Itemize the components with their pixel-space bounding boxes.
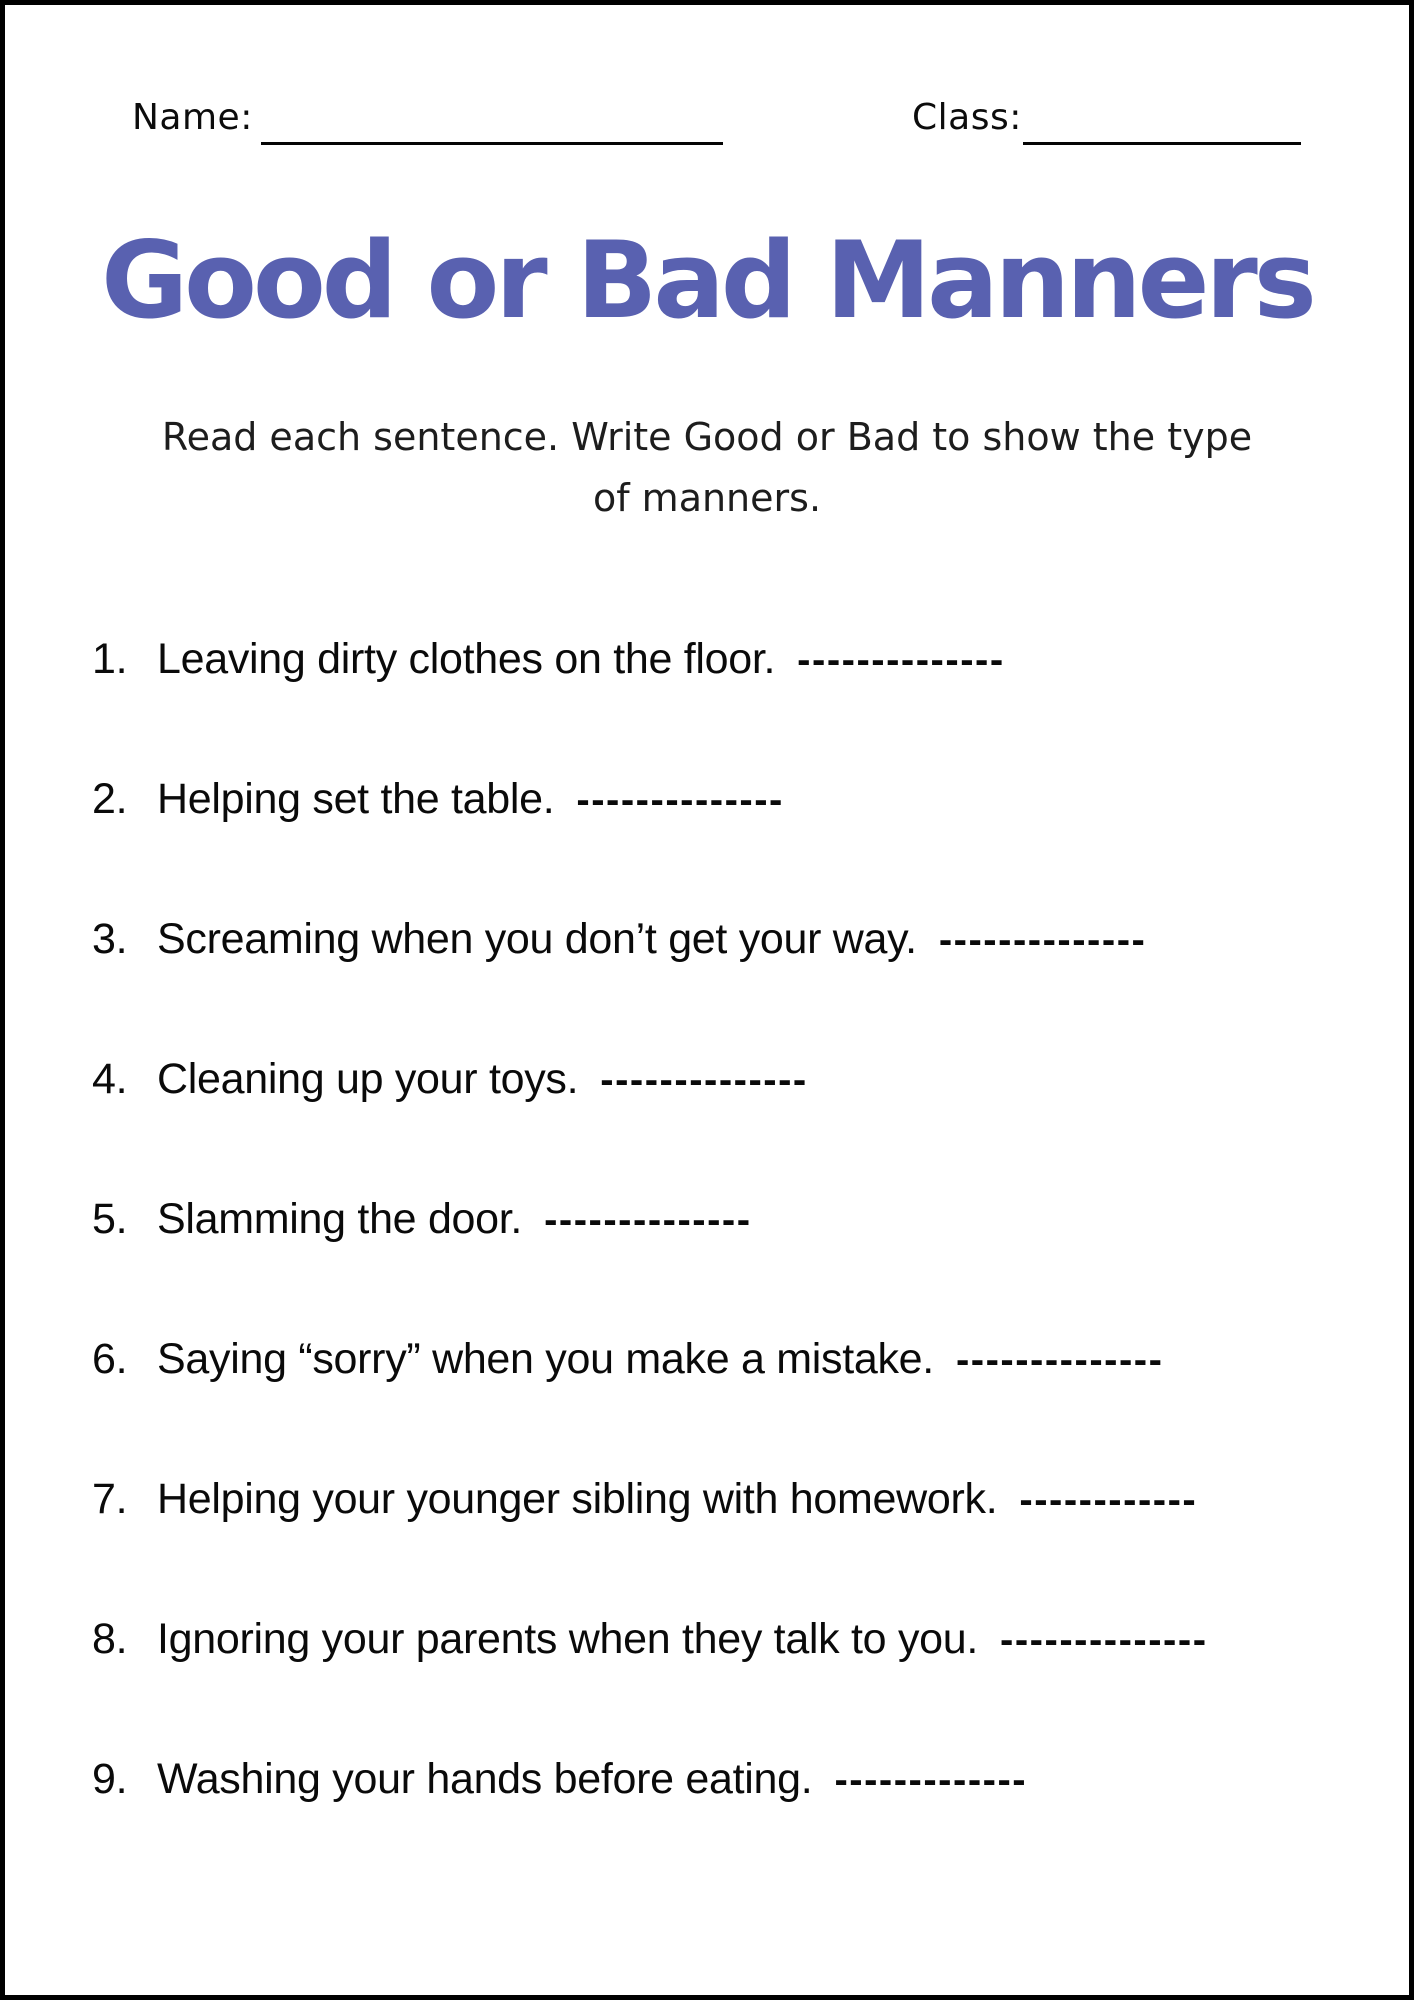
worksheet-item [92, 1055, 1329, 1103]
item-number: 7. [92, 1475, 128, 1523]
worksheet-item [92, 635, 1329, 683]
instructions-line-1: Read each sentence. Write Good or Bad to show the type [161, 415, 1253, 459]
item-number: 1. [92, 635, 128, 683]
answer-blank: -------------- [600, 1058, 808, 1102]
item-text: Leaving dirty clothes on the floor. [157, 635, 776, 683]
item-number: 5. [92, 1195, 128, 1243]
item-text: Helping your younger sibling with homework. [157, 1475, 998, 1523]
item-text: Cleaning up your toys. [157, 1055, 579, 1103]
class-label: Class: [912, 97, 1022, 138]
answer-blank: ------------- [834, 1758, 1028, 1802]
item-text: Washing your hands before eating. [157, 1755, 813, 1803]
item-text: Saying “sorry” when you make a mistake. [157, 1335, 934, 1383]
name-blank-line [261, 142, 723, 145]
worksheet-item [92, 915, 1329, 963]
worksheet-item [92, 1475, 1329, 1523]
answer-blank: -------------- [955, 1338, 1164, 1382]
answer-blank: -------------- [1000, 1618, 1208, 1662]
item-number: 2. [92, 775, 128, 823]
answer-blank: -------------- [938, 918, 1147, 962]
worksheet-item [92, 1615, 1329, 1663]
instructions-line-2: of manners. [592, 476, 822, 520]
answer-blank: -------------- [576, 778, 784, 822]
item-number: 4. [92, 1055, 128, 1103]
name-label: Name: [132, 97, 253, 138]
worksheet-title: Good or Bad Manners [101, 219, 1313, 342]
worksheet-item [92, 1195, 1329, 1243]
class-blank-line [1023, 142, 1301, 145]
worksheet-item [92, 1335, 1329, 1383]
worksheet-item [92, 1755, 1329, 1803]
item-text: Slamming the door. [157, 1195, 523, 1243]
answer-blank: -------------- [544, 1198, 752, 1242]
item-number: 3. [92, 915, 128, 963]
answer-blank: ------------ [1019, 1478, 1198, 1522]
worksheet-item [92, 775, 1329, 823]
item-text: Ignoring your parents when they talk to you. [157, 1615, 979, 1663]
item-number: 6. [92, 1335, 128, 1383]
answer-blank: -------------- [797, 638, 1005, 682]
instructions [5, 407, 1409, 529]
item-text: Screaming when you don’t get your way. [157, 915, 917, 963]
item-text: Helping set the table. [157, 775, 555, 823]
item-number: 9. [92, 1755, 128, 1803]
item-number: 8. [92, 1615, 128, 1663]
item-list [92, 635, 1329, 1895]
